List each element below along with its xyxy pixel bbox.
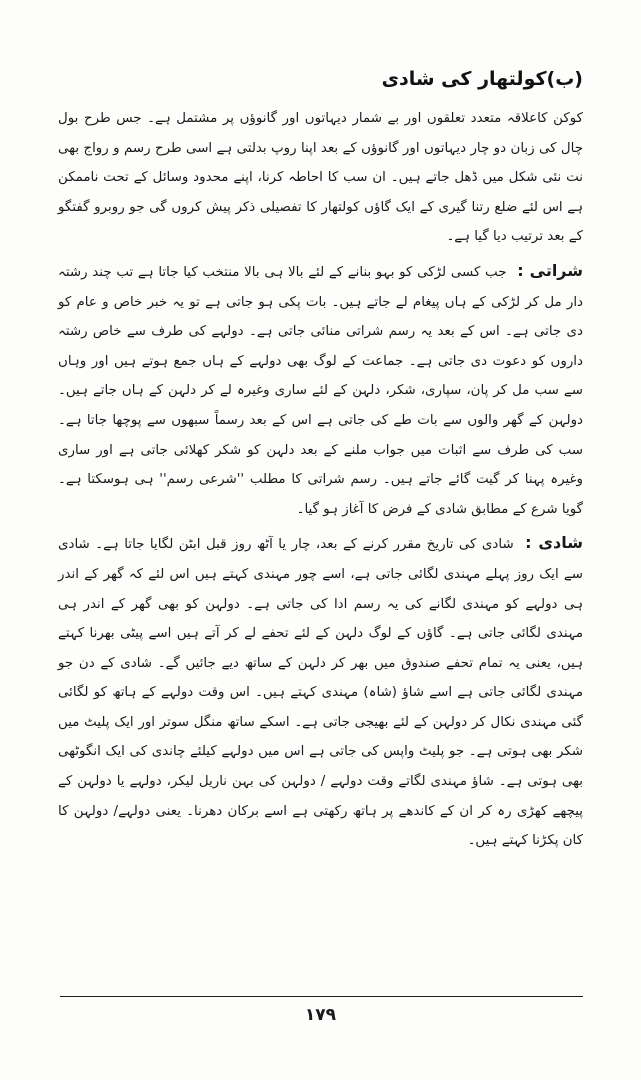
page-number: ۱۷۹ <box>304 1005 337 1025</box>
shadi-title: شادی : <box>525 533 583 553</box>
sharati-text: جب کسی لڑکی کو بہو بنانے کے لئے بالا ہی بالا منتخب کیا جاتا ہے تب چند رشتہ دار مل کر لڑکی کے ہاں پیغام لے جاتے ہیں۔ بات پکی ہو جاتی ہے تو یہ خبر خاص و عام کو دی جاتی ہے۔ اس کے بعد یہ رسم شراتی منائی جاتی ہے۔ دولہے کی طرف سے خاص رشتہ داروں کو دعوت دی جاتی ہے۔ جماعت کے لوگ بھی دولہے کے ہاں جمع ہوتے ہیں اور وہاں سے سب مل کر پان، سپاری، شکر، دلہن کے لئے ساری وغیرہ لے کر دلہن کے ہاں جاتے ہیں۔ دولہن کے گھر والوں سے بات طے کی جاتی ہے اس کے بعد رسماً سبھوں سے پوچھا جاتا ہے۔ سب کی طرف سے اثبات میں جواب ملنے کے بعد دلہن کو شکر کھلائی جاتی ہے اور ساری وغیرہ پہنا کر گیت گائے جاتے ہیں۔ رسم شراتی کا مطلب ''شرعی رسم'' ہی ہوسکتا ہے۔ گویا شرع کے مطابق شادی کے فرض کا آغاز ہو گیا۔ <box>58 264 583 517</box>
footer-rule <box>60 996 583 997</box>
shadi-section <box>58 528 583 856</box>
sharati-section <box>58 256 583 524</box>
intro-paragraph <box>58 104 583 252</box>
chapter-heading: (ب)کولتھار کی شادی <box>381 68 583 90</box>
sharati-title: شراتی : <box>517 260 583 280</box>
shadi-text: شادی کی تاریخ مقرر کرنے کے بعد، چار یا آٹھ روز قبل ابٹن لگایا جاتا ہے۔ شادی سے ایک روز پہلے مہندی لگائی جاتی ہے، اسے چور مہندی کہتے ہیں اس لئے کہ گھر کے اندر ہی دولہے کو مہندی لگانے کی یہ رسم ادا کی جاتی ہے۔ دولہن کو بھی گھر کے اندر ہی مہندی لگائی جاتی ہے۔ گاؤں کے لوگ دلہن کے لئے تحفے لے کر آتے ہیں اسے پیٹی بھرنا کہتے ہیں، یعنی یہ تمام تحفے صندوق میں بھر کر دلہن کے ساتھ دیے جائیں گے۔ شادی کے دن جو مہندی لگائی جاتی ہے اسے شاؤ (شاہ) مہندی کہتے ہیں۔ اس وقت دولہے کے ہاتھ کو لگائی گئی مہندی نکال کر دولہن کے لئے بھیجی جاتی ہے۔ اسکے ساتھ منگل سوتر اور ایک پلیٹ میں شکر بھی ہوتی ہے۔ جو پلیٹ واپس کی جاتی ہے اس میں دولہے کیلئے چاندی کی ایک انگوٹھی بھی ہوتی ہے۔ شاؤ مہندی لگاتے وقت دولہے / دولہن کی بہن ناریل لیکر، دولہے یا دولہن کے پیچھے کھڑی رہ کر ان کے کاندھے پر ہاتھ رکھتی ہے اسے برکان دھرنا۔ یعنی دولہے/ دولہن کا کان پکڑنا کہتے ہیں۔ <box>58 537 583 849</box>
intro-text: کوکن کاعلاقہ متعدد تعلقوں اور بے شمار دیہاتوں اور گانوؤں پر مشتمل ہے۔ جس طرح بول چال کی زبان دو چار دیہاتوں اور گانوؤں کے بعد اپنا روپ بدلتی ہے اسی طرح رسم و رواج بھی نت نئی شکل میں ڈھل جاتے ہیں۔ ان سب کا احاطہ کرنا، اپنے محدود وسائل کے تحت ناممکن ہے اس لئے ضلع رتنا گیری کے ایک گاؤں کولتھار کا تفصیلی ذکر پیش کروں گی جو روبرو گفتگو کے بعد ترتیب دیا گیا ہے۔ <box>58 111 583 245</box>
